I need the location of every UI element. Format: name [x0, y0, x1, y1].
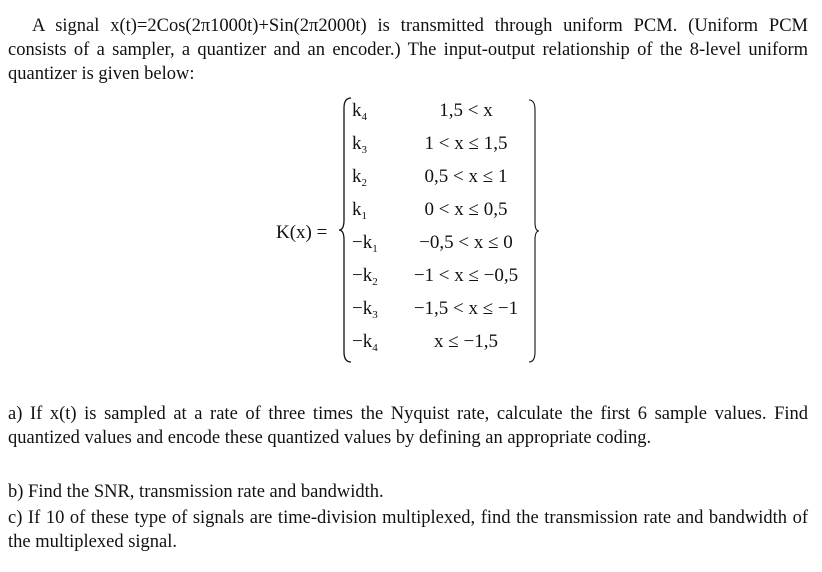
case-condition: −1 < x ≤ −0,5: [413, 265, 519, 286]
case-output: $-k_1$: [352, 232, 378, 255]
case-condition: x ≤ −1,5: [434, 331, 498, 352]
case-output: $k_2$: [352, 166, 367, 189]
case-output: $k_3$: [352, 133, 367, 156]
case-condition: 1 < x ≤ 1,5: [424, 133, 508, 154]
function-label: K(x) =: [276, 222, 328, 243]
case-output: $k_4$: [352, 100, 367, 123]
case-condition: −0,5 < x ≤ 0: [419, 232, 513, 253]
case-condition: 1,5 < x: [439, 100, 493, 121]
case-output: $k_1$: [352, 199, 367, 222]
case-output: $-k_3$: [352, 298, 378, 321]
case-output: $-k_4$: [352, 331, 378, 354]
case-condition: −1,5 < x ≤ −1: [413, 298, 519, 319]
question-b: b) Find the SNR, transmission rate and bandwidth.: [8, 482, 384, 502]
left-brace: [338, 96, 352, 364]
question-c: c) If 10 of these type of signals are time-division multiplexed, find the transmission rate and bandwidth of the multiplexed signal.: [8, 508, 808, 552]
case-condition: 0,5 < x ≤ 1: [424, 166, 508, 187]
problem-statement: A signal x(t)=2Cos(2π1000t)+Sin(2π2000t) is transmitted through uniform PCM. (Uniform PCM consists of a sampler, a quantizer and an encoder.) The input-output relationship of the 8-level uniform quantizer is given below:: [8, 16, 808, 84]
case-condition: 0 < x ≤ 0,5: [424, 199, 508, 220]
question-a: a) If x(t) is sampled at a rate of three times the Nyquist rate, calculate the first 6 sample values. Find quantized values and encode these quantized values by defining an appropriate coding.: [8, 404, 808, 448]
case-output: $-k_2$: [352, 265, 378, 288]
